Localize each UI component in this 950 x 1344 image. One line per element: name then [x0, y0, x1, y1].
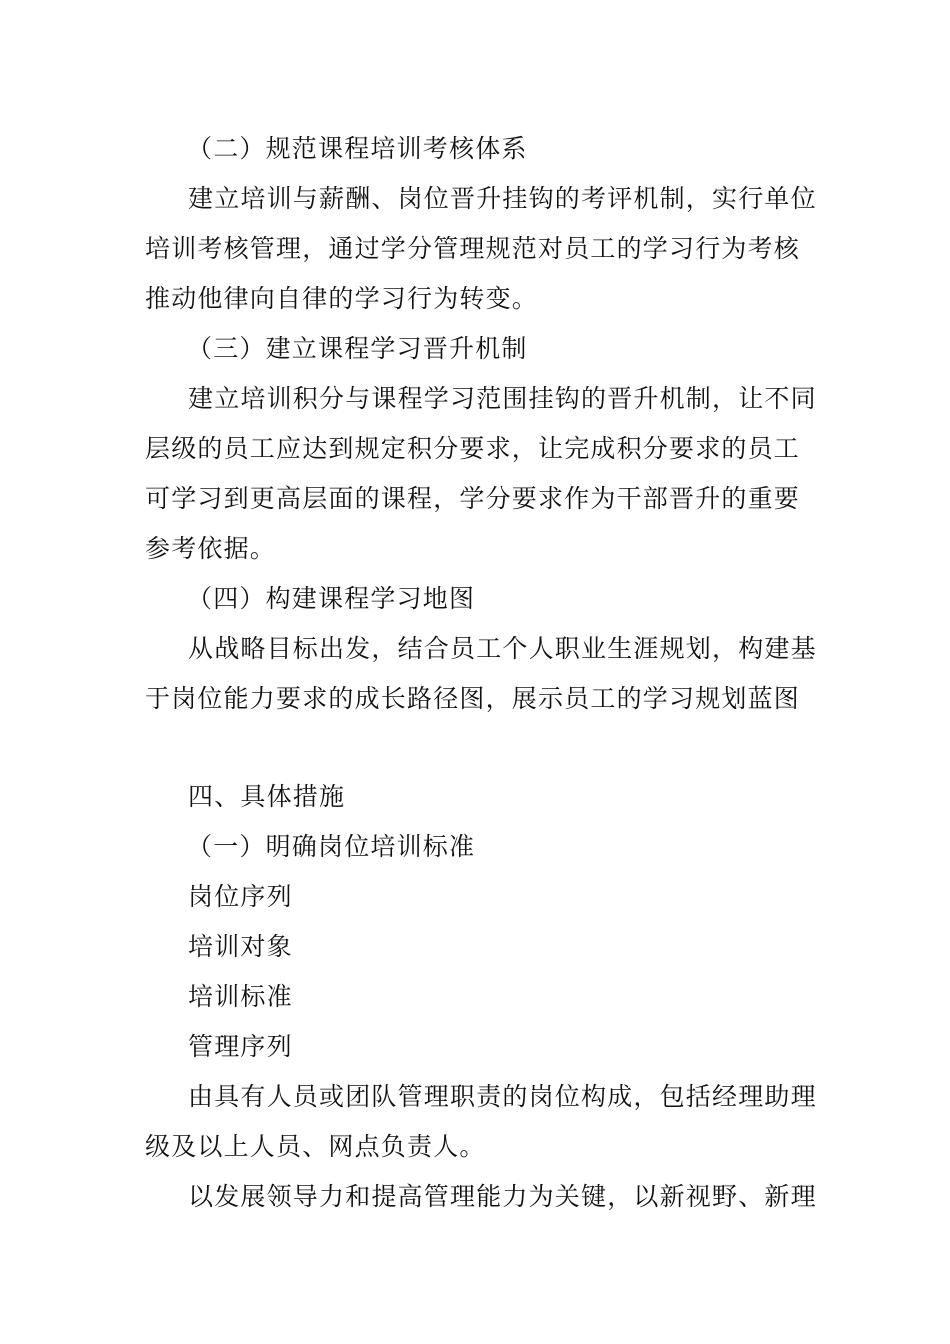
paragraph-line: 建立培训积分与课程学习范围挂钩的晋升机制，让不同 — [188, 384, 817, 413]
paragraph-line: 建立培训与薪酬、岗位晋升挂钩的考评机制，实行单位 — [188, 184, 817, 213]
list-item: 岗位序列 — [188, 882, 293, 911]
section-heading-3: （三）建立课程学习晋升机制 — [187, 334, 528, 363]
list-item: 培训标准 — [188, 982, 293, 1011]
paragraph-line: 参考依据。 — [145, 534, 277, 563]
section-heading-4: （四）构建课程学习地图 — [187, 584, 476, 613]
paragraph-line: 可学习到更高层面的课程，学分要求作为干部晋升的重要 — [145, 484, 801, 513]
section-heading-1: （一）明确岗位培训标准 — [187, 832, 476, 861]
paragraph-line: 推动他律向自律的学习行为转变。 — [145, 284, 539, 313]
paragraph-line: 培训考核管理，通过学分管理规范对员工的学习行为考核 — [145, 234, 801, 263]
section-heading-2: （二）规范课程培训考核体系 — [187, 134, 528, 163]
list-item: 管理序列 — [188, 1032, 293, 1061]
paragraph-line: 以发展领导力和提高管理能力为关键，以新视野、新理 — [188, 1182, 817, 1211]
paragraph-line: 层级的员工应达到规定积分要求，让完成积分要求的员工 — [145, 434, 801, 463]
paragraph-line: 级及以上人员、网点负责人。 — [145, 1132, 486, 1161]
list-item: 培训对象 — [188, 932, 293, 961]
chapter-heading: 四、具体措施 — [188, 782, 346, 811]
paragraph-line: 由具有人员或团队管理职责的岗位构成，包括经理助理 — [188, 1082, 817, 1111]
paragraph-line: 从战略目标出发，结合员工个人职业生涯规划，构建基 — [188, 634, 817, 663]
paragraph-line: 于岗位能力要求的成长路径图，展示员工的学习规划蓝图 — [145, 684, 801, 713]
